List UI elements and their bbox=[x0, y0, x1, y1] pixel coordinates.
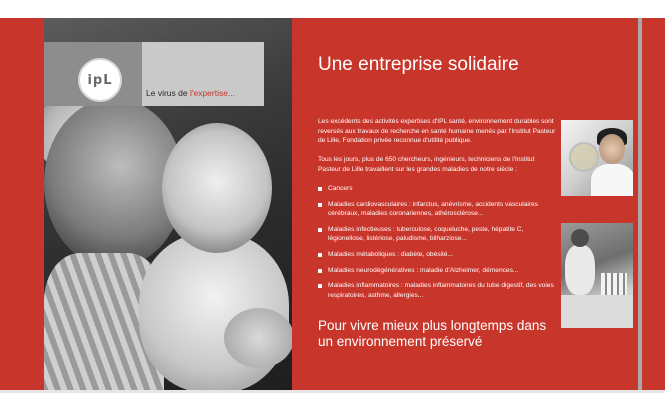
tagline bbox=[146, 88, 235, 98]
list-item: Maladies infectieuses : tuberculose, coqueluche, peste, hépatite C, légionellose, listériose, paludisme, bilharziose... bbox=[318, 225, 558, 244]
bullet-square-icon bbox=[318, 228, 322, 232]
researchers-paragraph: Tous les jours, plus de 650 chercheurs, ingénieurs, techniciens de l'Institut Pasteur de Lille travaillent sur les grandes maladies de notre siècle : bbox=[318, 156, 535, 173]
face-shape bbox=[599, 134, 625, 164]
lab-coat-shape bbox=[591, 164, 633, 196]
intro-paragraph: Les excédents des activités expertises d'IPL santé, environnement durables sont reversés aux travaux de recherche en santé humaine menés par l'Institut Pasteur de Lille, Fondation privée reconnue d'utilité publique. bbox=[318, 118, 556, 145]
bullet-square-icon bbox=[318, 203, 322, 207]
laboratory-photo bbox=[561, 223, 633, 328]
disease-list bbox=[318, 184, 558, 306]
page-title: Une entreprise solidaire bbox=[318, 54, 519, 75]
list-item: Maladies neurodégénératives : maladie d'Alzheimer, démences... bbox=[318, 266, 558, 276]
technician-head-shape bbox=[571, 229, 589, 247]
slogan: Pour vivre mieux plus longtemps dans un environnement préservé bbox=[318, 318, 547, 349]
bullet-square-icon bbox=[318, 253, 322, 257]
logo-text: ipL bbox=[87, 72, 113, 88]
page-divider bbox=[638, 18, 642, 392]
flask-shape bbox=[569, 142, 599, 172]
technician-shape bbox=[565, 245, 595, 295]
bullet-square-icon bbox=[318, 187, 322, 191]
bullet-square-icon bbox=[318, 284, 322, 288]
grandfather-baby-photo bbox=[44, 18, 292, 392]
list-item: Maladies cardiovasculaires : infarctus, anévrisme, accidents vasculaires cérébraux, maladies coronariennes, athérosclérose... bbox=[318, 200, 558, 219]
ipl-logo bbox=[78, 58, 122, 102]
list-item: Maladies métaboliques : diabète, obésité... bbox=[318, 250, 558, 260]
bench-shape bbox=[561, 295, 633, 328]
baby-head-shape bbox=[162, 123, 272, 253]
bullet-square-icon bbox=[318, 269, 322, 273]
brochure-page bbox=[0, 18, 665, 392]
page-edge-shadow bbox=[0, 390, 665, 393]
bottles-shape bbox=[601, 273, 627, 295]
scientist-flask-photo bbox=[561, 120, 633, 196]
list-item: Maladies inflammatoires : maladies inflammatoires du tube digestif, des voies respiratoires, asthme, allergies... bbox=[318, 281, 558, 300]
list-item: Cancers bbox=[318, 184, 558, 194]
hand-shape bbox=[224, 308, 292, 368]
tagline-accent: l'expertise... bbox=[189, 88, 236, 98]
tagline-prefix: Le virus de bbox=[146, 88, 190, 98]
